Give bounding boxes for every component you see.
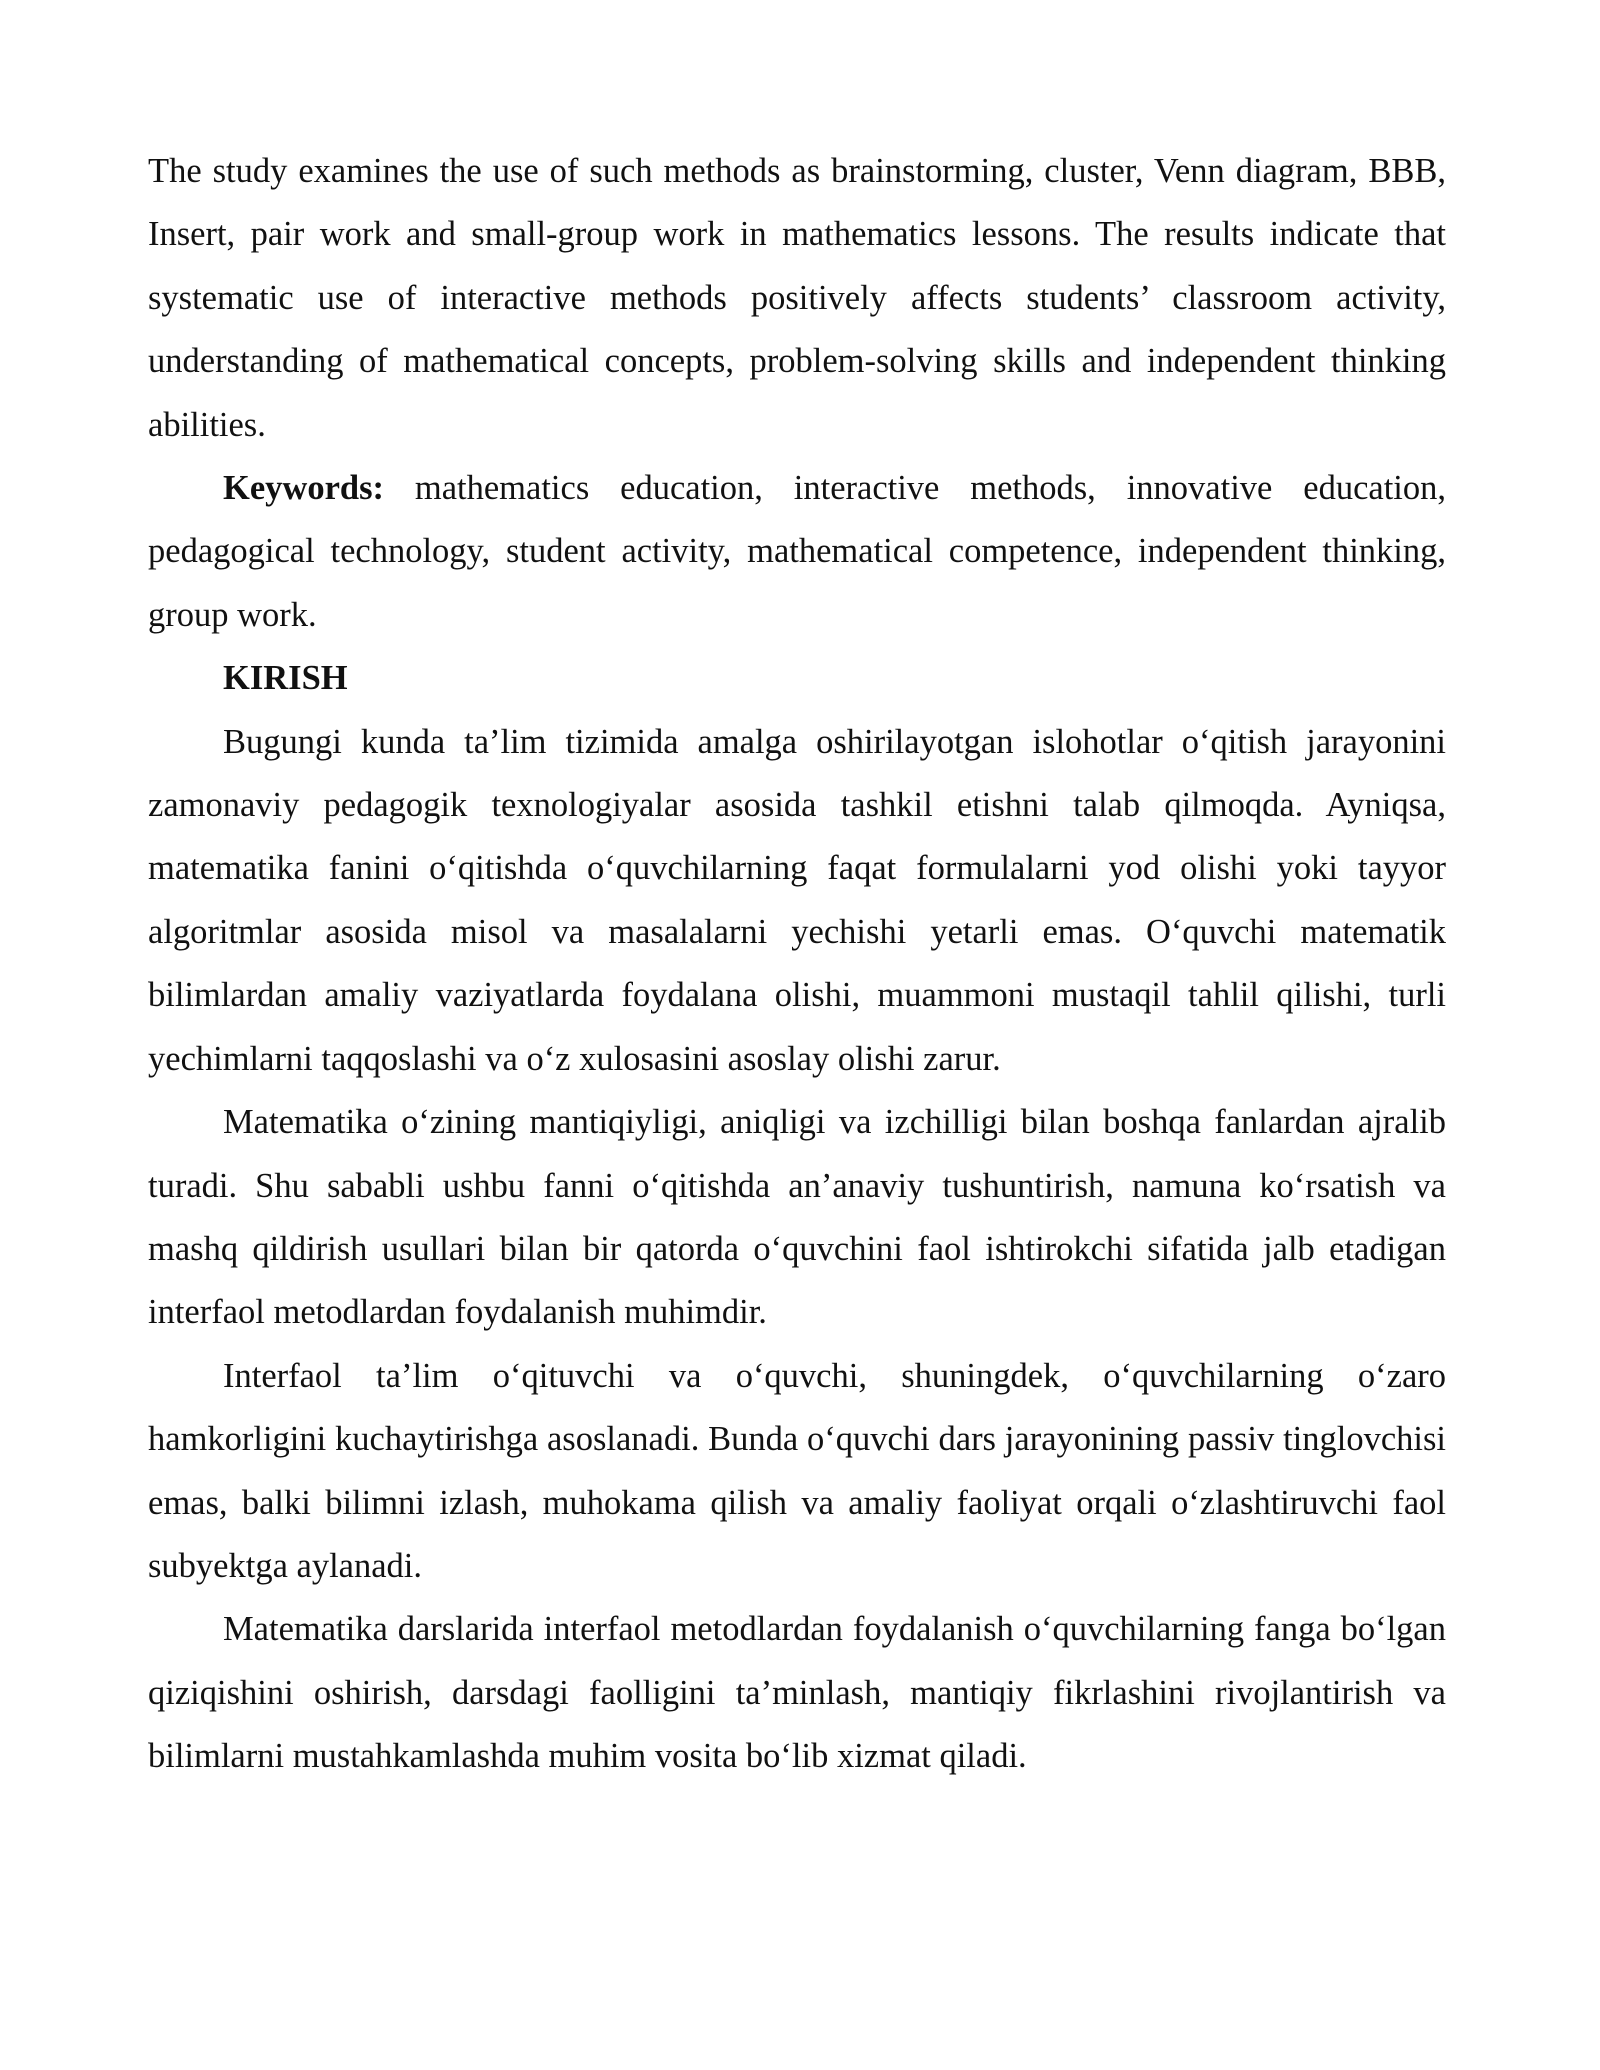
- body-paragraph-4: Matematika darslarida interfaol metodlardan foydalanish o‘quvchilarning fanga bo‘lgan qiziqishini oshirish, darsdagi faolligini ta’minlash, mantiqiy fikrlashini rivojlantirish va bilimlarni mustahkamlashda muhim vosita bo‘lib xizmat qiladi.: [148, 1610, 1446, 1776]
- section-heading: KIRISH: [223, 659, 348, 698]
- abstract-paragraph: The study examines the use of such methods as brainstorming, cluster, Venn diagram, BBB, Insert, pair work and small-group work in mathematics lessons. The results indicate that systematic use of interactive methods positively affects students’ classroom activity, understanding of mathematical concepts, problem-solving skills and independent thinking abilities.: [148, 152, 1446, 444]
- document-page: [148, 140, 1446, 1789]
- body-paragraph-2: Matematika o‘zining mantiqiyligi, aniqligi va izchilligi bilan boshqa fanlardan ajralib turadi. Shu sababli ushbu fanni o‘qitishda an’anaviy tushuntirish, namuna ko‘rsatish va mashq qildirish usullari bilan bir qatorda o‘quvchini faol ishtirokchi sifatida jalb etadigan interfaol metodlardan foydalanish muhimdir.: [148, 1103, 1446, 1332]
- body-paragraph-3: Interfaol ta’lim o‘qituvchi va o‘quvchi, shuningdek, o‘quvchilarning o‘zaro hamkorligini kuchaytirishga asoslanadi. Bunda o‘quvchi dars jarayonining passiv tinglovchisi emas, balki bilimni izlash, muhokama qilish va amaliy faoliyat orqali o‘zlashtiruvchi faol subyektga aylanadi.: [148, 1356, 1446, 1585]
- keywords-paragraph: [148, 457, 1446, 647]
- body-paragraph-1: Bugungi kunda ta’lim tizimida amalga oshirilayotgan islohotlar o‘qitish jarayonini zamonaviy pedagogik texnologiyalar asosida tashkil etishni talab qilmoqda. Ayniqsa, matematika fanini o‘qitishda o‘quvchilarning faqat formulalarni yod olishi yoki tayyor algoritmlar asosida misol va masalalarni yechishi yetarli emas. O‘quvchi matematik bilimlardan amaliy vaziyatlarda foydalana olishi, muammoni mustaqil tahlil qilishi, turli yechimlarni taqqoslashi va o‘z xulosasini asoslay olishi zarur.: [148, 722, 1446, 1078]
- keywords-text: mathematics education, interactive methods, innovative education, pedagogical technology, student activity, mathematical competence, independent thinking, group work.: [148, 469, 1446, 634]
- keywords-label: Keywords:: [223, 469, 384, 508]
